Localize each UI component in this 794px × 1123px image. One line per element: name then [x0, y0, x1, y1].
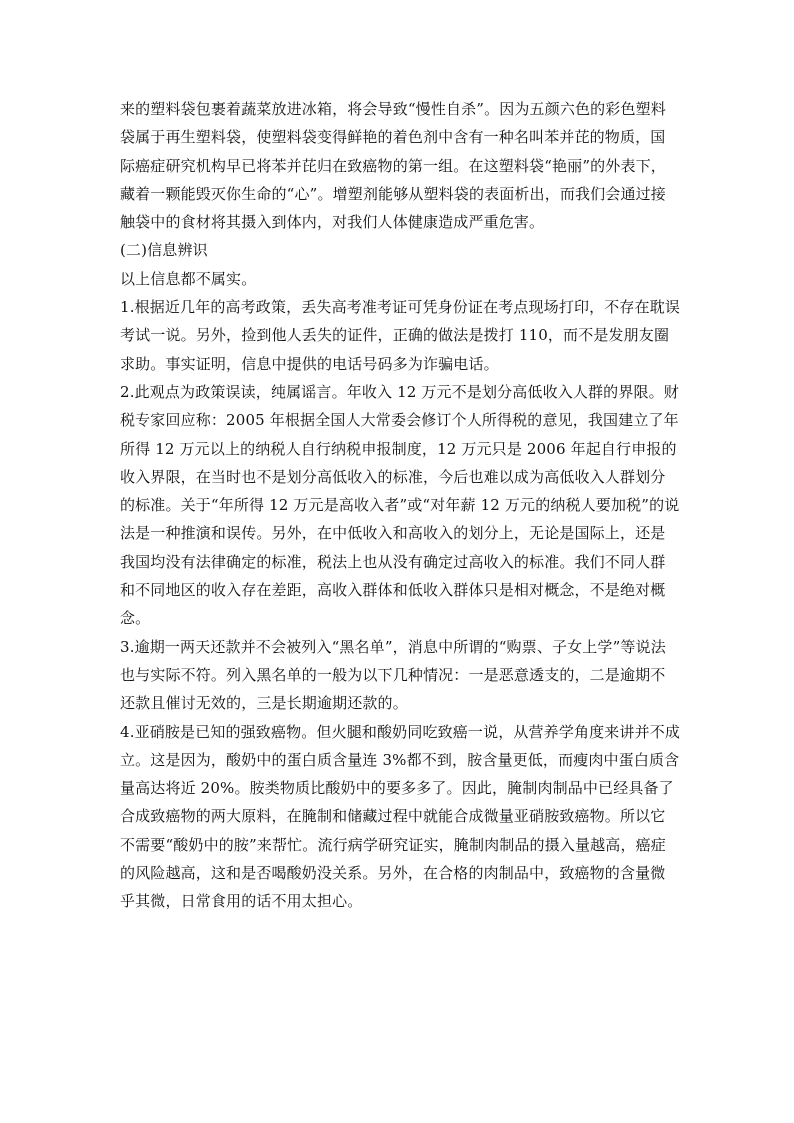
section-heading-information-identification: (二)信息辨识 — [120, 241, 208, 260]
paragraph-plastic-bag-continuation: 来的塑料袋包裹着蔬菜放进冰箱，将会导致“慢性自杀”。因为五颜六色的彩色塑料袋属于再生塑料袋，使塑料袋变得鲜艳的着色剂中含有一种名叫苯并芘的物质，国际癌症研究机构早已将苯并芘归在致癌物的第一组。在这塑料袋“艳丽”的外表下，藏着一颗能毁灭你生命的“心”。增塑剂能够从塑料袋的表面析出，而我们会通过接触袋中的食材将其摄入到体内，对我们人体健康造成严重危害。 — [120, 100, 666, 232]
paragraph-item-3: 3.逾期一两天还款并不会被列入“黑名单”，消息中所谓的“购票、子女上学”等说法也与实际不符。列入黑名单的一般为以下几种情况：一是恶意透支的，二是逾期不还款且催讨无效的，三是长期逾期还款的。 — [120, 637, 666, 713]
paragraph-item-2: 2.此观点为政策误读，纯属谣言。年收入 12 万元不是划分高低收入人群的界限。财税专家回应称：2005 年根据全国人大常委会修订个人所得税的意见，我国建立了年所得 12 万元以上的纳税人自行纳税申报制度，12 万元只是 2006 年起自行申报的收入界限，在当时也不是划分高低收入的标准，今后也难以成为高低收入人群划分的标准。关于“年所得 12 万元是高收入者”或“对年薪 12 万元的纳税人要加税”的说法是一种推演和误传。另外，在中低收入和高收入的划分上，无论是国际上，还是我国均没有法律确定的标准，税法上也从没有确定过高收入的标准。我们不同人群和不同地区的收入存在差距，高收入群体和低收入群体只是相对概念，不是绝对概念。 — [120, 382, 680, 628]
paragraph-summary: 以上信息都不属实。 — [120, 269, 257, 288]
paragraph-item-1: 1.根据近几年的高考政策，丢失高考准考证可凭身份证在考点现场打印，不存在耽误考试一说。另外，捡到他人丢失的证件，正确的做法是拨打 110，而不是发朋友圈求助。事实证明，信息中提供的电话号码多为诈骗电话。 — [120, 298, 681, 373]
document-page — [120, 95, 680, 916]
paragraph-item-4: 4.亚硝胺是已知的强致癌物。但火腿和酸奶同吃致癌一说，从营养学角度来讲并不成立。这是因为，酸奶中的蛋白质含量连 3%都不到，胺含量更低，而瘦肉中蛋白质含量高达将近 20%。胺类物质比酸奶中的要多多了。因此，腌制肉制品中已经具备了合成致癌物的两大原料，在腌制和储藏过程中就能合成微量亚硝胺致癌物。所以它不需要“酸奶中的胺”来帮忙。流行病学研究证实，腌制肉制品的摄入量越高，癌症的风险越高，这和是否喝酸奶没关系。另外，在合格的肉制品中，致癌物的含量微乎其微，日常食用的话不用太担心。 — [120, 722, 681, 911]
